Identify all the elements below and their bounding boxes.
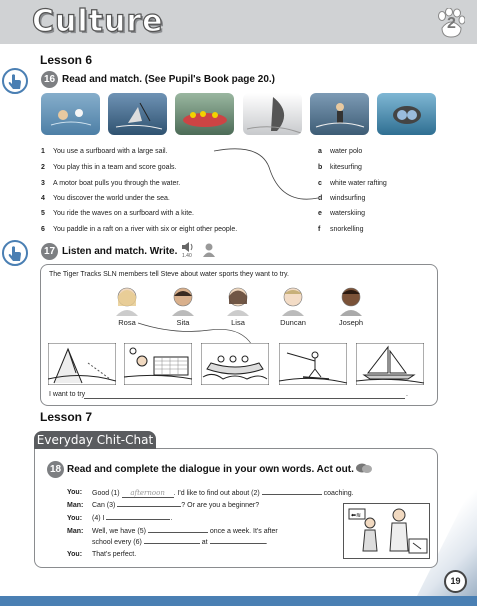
dialogue-line-5: school every (6) at . (92, 539, 268, 546)
answer-b: b kitesurfing (318, 164, 362, 171)
sketch-waterskiing (279, 343, 347, 385)
dialogue-line-2: Can (3) ? Or are you a beginner? (92, 502, 260, 509)
unit-number: 2 (447, 15, 456, 32)
sentence-6: 6 You paddle in a raft on a river with six or eight other people. (41, 226, 238, 233)
exercise-17-instruction: Listen and match. Write. (62, 246, 178, 257)
kid-name-rosa: Rosa (118, 318, 136, 327)
lesson-6-heading: Lesson 6 (40, 53, 93, 67)
answer-line[interactable] (84, 398, 405, 399)
kid-name-duncan: Duncan (280, 318, 306, 327)
answer-d: d windsurfing (318, 195, 366, 202)
blank-5[interactable] (148, 532, 208, 533)
dialogue-line-6: That's perfect. (92, 551, 137, 558)
sketch-sailing (356, 343, 424, 385)
dialogue-line-1: Good (1) afternoon . I'd like to find out about (2) coaching. (92, 489, 354, 497)
speech-bubbles-icon (355, 463, 373, 474)
exercise-16-number: 16 (41, 71, 58, 88)
section-title: Culture (32, 4, 164, 39)
chit-chat-tab: Everyday Chit-Chat (34, 431, 156, 449)
speaker-2: Man: (67, 502, 84, 509)
speaker-1: You: (67, 489, 83, 496)
speaker-6: You: (67, 551, 83, 558)
lesson-7-heading: Lesson 7 (40, 410, 93, 424)
sketch-water-polo (124, 343, 192, 385)
exercise-18-number: 18 (47, 461, 64, 478)
page-number: 19 (444, 570, 467, 593)
bottom-band (0, 596, 477, 606)
answer-line-period: . (406, 391, 408, 398)
handwritten-answer: afternoon (122, 489, 174, 498)
blank-4[interactable] (106, 519, 170, 520)
blank-7[interactable] (210, 543, 266, 544)
write-prompt: I want to try (49, 391, 86, 398)
audio-track: 1.40 (182, 253, 192, 259)
blank-3[interactable] (117, 506, 181, 507)
sentence-3: 3 A motor boat pulls you through the water. (41, 180, 181, 187)
dialogue-line-3: (4) I . (92, 515, 173, 522)
answer-e: e waterskiing (318, 210, 366, 217)
answer-f: f snorkelling (318, 226, 364, 233)
answer-a: a water polo (318, 148, 363, 155)
sentence-1: 1 You use a surfboard with a large sail. (41, 148, 168, 155)
exercise-18-instruction: Read and complete the dialogue in your own words. Act out. (67, 464, 354, 475)
speaker-3: You: (67, 515, 83, 522)
dialogue-line-4: Well, we have (5) once a week. It's after (92, 528, 278, 535)
blank-6[interactable] (144, 543, 200, 544)
kid-name-joseph: Joseph (338, 318, 364, 327)
kid-name-lisa: Lisa (231, 318, 245, 327)
sketch-windsurfing (48, 343, 116, 385)
exercise-17-intro: The Tiger Tracks SLN members tell Steve about water sports they want to try. (49, 271, 289, 278)
sketch-white-water-rafting (201, 343, 269, 385)
illustration-coach-and-child (343, 503, 430, 559)
answer-c: c white water rafting (318, 180, 387, 187)
kid-name-sita: Sita (176, 318, 190, 327)
svg-text:⬅≋: ⬅≋ (351, 513, 362, 519)
sentence-5: 5 You ride the waves on a surfboard with a kite. (41, 210, 194, 217)
blank-2[interactable] (262, 494, 322, 495)
sentence-4: 4 You discover the world under the sea. (41, 195, 170, 202)
speaker-4: Man: (67, 528, 84, 535)
exercise-17-number: 17 (41, 243, 58, 260)
exercise-16-instruction: Read and match. (See Pupil's Book page 20.) (62, 74, 275, 85)
sentence-2: 2 You play this in a team and score goals. (41, 164, 177, 171)
